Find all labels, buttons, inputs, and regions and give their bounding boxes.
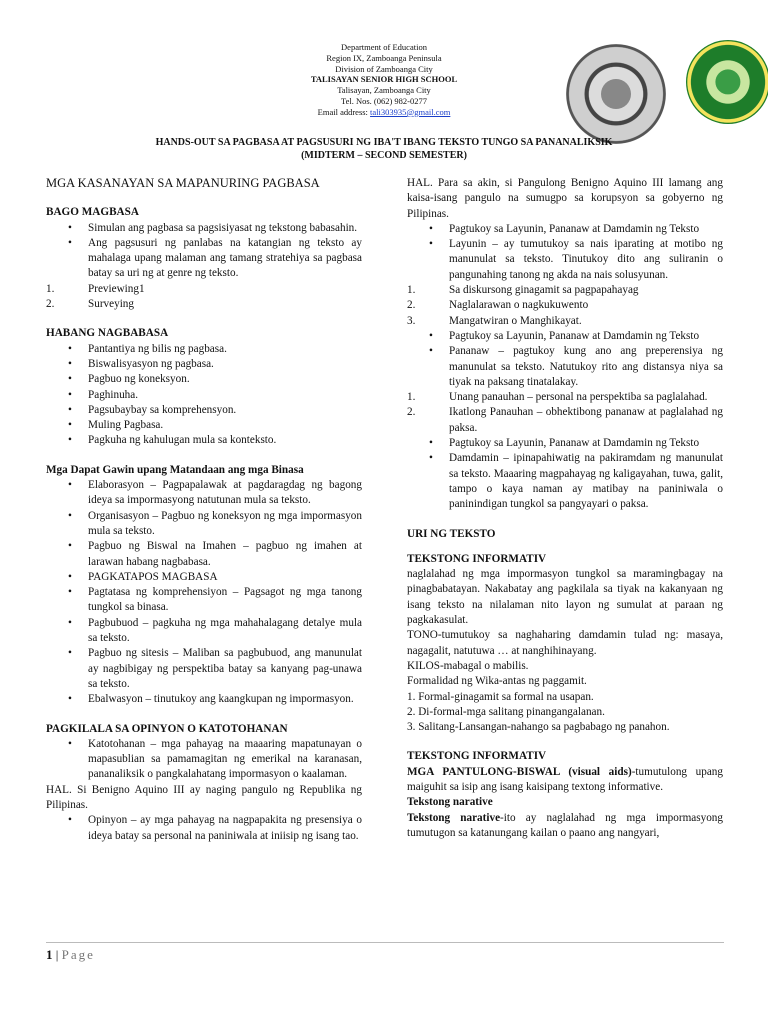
paragraph: 2. Di-formal-mga salitang pinangangalanan. xyxy=(407,705,605,718)
example-text: HAL. Si Benigno Aquino III ay naging pangulo ng Republika ng Pilipinas. xyxy=(46,783,362,811)
right-column xyxy=(407,176,723,841)
list-item: • Ebalwasyon – tinutukoy ang kaangkupan ng impormasyon. xyxy=(68,693,354,706)
header-line: Department of Education xyxy=(341,42,427,52)
footer-separator: | xyxy=(52,947,62,962)
list-item: • Pantantiya ng bilis ng pagbasa. xyxy=(68,342,227,355)
list-item: • Opinyon – ay mga pahayag na nagpapakita ng presensiya o ideya batay sa personal na paniniwala at iniisip ng isang tao. xyxy=(68,814,362,842)
heading-habang-nagbabasa: HABANG NAGBABASA xyxy=(46,327,169,340)
bullet-list xyxy=(46,342,362,449)
numbered-list xyxy=(407,283,723,329)
page-label: Page xyxy=(61,947,95,962)
section-title: MGA KASANAYAN SA MAPANURING PAGBASA xyxy=(46,176,320,190)
list-item: • Pananaw – pagtukoy kung ano ang preperensiya ng manunulat sa teksto. Natutukoy rito ang distansya niya sa tiyak na paksang tinatalakay. xyxy=(429,345,723,388)
bullet-list xyxy=(46,737,362,783)
list-item: • Layunin – ay tumutukoy sa nais iparating at motibo ng manunulat sa teksto. Tinutukoy dito ang suliranin o pangunahing tanong ng akda na nais solusyunan. xyxy=(429,238,723,281)
list-item: • Biswalisyasyon ng pagbasa. xyxy=(68,357,214,370)
list-item: • Elaborasyon – Pagpapalawak at pagdaragdag ng bagong ideya sa impormasyong natutunan mula sa teksto. xyxy=(68,479,362,507)
list-item: • Organisasyon – Pagbuo ng koneksyon ng mga impormasyon mula sa teksto. xyxy=(68,509,362,537)
header-line: Region IX, Zamboanga Peninsula xyxy=(326,52,442,63)
heading-uri-ng-teksto: URI NG TEKSTO xyxy=(407,527,496,540)
heading-tekstong-informativ-2: TEKSTONG INFORMATIV xyxy=(407,750,547,763)
heading-mga-dapat-gawin: Mga Dapat Gawin upang Matandaan ang mga Binasa xyxy=(46,463,304,476)
list-item: • Pagtukoy sa Layunin, Pananaw at Damdamin ng Teksto xyxy=(429,222,700,235)
numbered-list xyxy=(407,390,723,436)
page-footer xyxy=(46,942,724,963)
list-item: • PAGKATAPOS MAGBASA xyxy=(68,570,218,583)
paragraph: naglalahad ng mga impormasyon tungkol sa maramingbagay na pinagbabatayan. Nakabatay ang pagkilala sa tiyak na kakanyaan ng isang teksto na nilalaman nito layon ng sumulat at paraan ng pagkakasulat. xyxy=(407,568,723,627)
list-item: • Paghinuha. xyxy=(68,388,139,401)
list-item: • Pagtukoy sa Layunin, Pananaw at Damdamin ng Teksto xyxy=(429,329,700,342)
example-text: HAL. Para sa akin, si Pangulong Benigno Aquino III lamang ang kaisa-isang pangulo na sumugpo sa korupsyon sa gobyerno ng Pilipinas. xyxy=(407,177,723,220)
left-column xyxy=(46,176,362,844)
list-item: • Katotohanan – mga pahayag na maaaring mapatunayan o mapasublian sa pamamagitan ng emerikal na karanasan, pananaliksik o pangkalahatang impormasyon o kaalaman. xyxy=(68,737,362,781)
list-item: • Muling Pagbasa. xyxy=(68,419,164,432)
bullet-list xyxy=(46,813,362,844)
list-item: • Ang pagsusuri ng panlabas na katangian ng teksto ay mahalaga upang malaman ang tamang stratehiya sa pagbasa batay sa uri ng at genre ng teksto. xyxy=(68,236,362,280)
paragraph: 1. Formal-ginagamit sa formal na usapan. xyxy=(407,690,594,703)
district-seal-logo xyxy=(686,40,768,124)
list-item: 1. Sa diskursong ginagamit sa pagpapahayag xyxy=(407,284,639,297)
email-label: Email address: xyxy=(317,106,371,117)
list-item: 1. Unang panauhan – personal na perspektiba sa paglalahad. xyxy=(407,391,708,404)
list-item: • Damdamin – ipinapahiwatig na pakiramdam ng manunulat sa teksto. Maaaring magpahayag ng kaligayahan, tuwa, galit, tampo o kaya naman ay matibay na paniniwala o paninindigan tungkol sa pangyayari o paksa. xyxy=(429,452,723,511)
paragraph: KILOS-mabagal o mabilis. xyxy=(407,659,529,672)
paragraph: MGA PANTULONG-BISWAL (visual aids)-tumutulong upang maiguhit sa isip ang isang kaisipang textong informative. xyxy=(407,765,723,793)
header-line: Tel. Nos. (062) 982-0277 xyxy=(340,95,428,106)
email-link[interactable]: tali303935@gmail.com xyxy=(370,106,451,117)
paragraph: TONO-tumutukoy sa naghaharing damdamin tulad ng: masaya, nagagalit, natutuwa … at nanghihinayang. xyxy=(407,629,723,657)
header-line: Division of Zamboanga City xyxy=(335,63,433,74)
bullet-list xyxy=(407,222,723,283)
page-number: 1 xyxy=(46,947,53,962)
bullet-list xyxy=(46,478,362,707)
list-item: • Pagsubaybay sa komprehensyon. xyxy=(68,403,237,416)
bullet-list xyxy=(407,329,723,390)
list-item: • Pagbuo ng sitesis – Maliban sa pagbubuod, ang manunulat ay nagbibigay ng perspektiba batay sa kanyang pag-unawa sa teksto. xyxy=(68,647,362,690)
school-name: TALISAYAN SENIOR HIGH SCHOOL xyxy=(310,74,458,85)
heading-pagkilala: PAGKILALA SA OPINYON O KATOTOHANAN xyxy=(46,722,288,735)
bold-term: MGA PANTULONG-BISWAL (visual aids) xyxy=(407,765,632,778)
list-item: 2. Surveying xyxy=(46,298,134,311)
document-title xyxy=(0,136,768,162)
title-line-2: (MIDTERM – SECOND SEMESTER) xyxy=(301,150,467,161)
list-item: • Pagkuha ng kahulugan mula sa konteksto. xyxy=(68,434,277,447)
bold-term: Tekstong narative xyxy=(407,811,501,824)
bullet-list xyxy=(46,221,362,282)
numbered-list xyxy=(46,282,362,313)
heading-tekstong-narative: Tekstong narative xyxy=(407,796,493,809)
paragraph: 3. Salitang-Lansangan-nahango sa pagbabago ng panahon. xyxy=(407,721,670,734)
list-item: 2. Naglalarawan o nagkukuwento xyxy=(407,299,589,312)
header-line: Talisayan, Zamboanga City xyxy=(337,85,431,96)
list-item: • Simulan ang pagbasa sa pagsisiyasat ng tekstong babasahin. xyxy=(68,221,358,234)
list-item: 3. Mangatwiran o Manghikayat. xyxy=(407,314,582,327)
list-item: 2. Ikatlong Panauhan – obhektibong pananaw at paglalahad ng paksa. xyxy=(407,406,723,434)
list-item: • Pagbubuod – pagkuha ng mga mahahalagang detalye mula sa teksto. xyxy=(68,616,362,645)
title-line-1: HANDS-OUT SA PAGBASA AT PAGSUSURI NG IBA'T IBANG TEKSTO TUNGO SA PANANALIKSIK xyxy=(155,137,613,148)
list-item: • Pagbuo ng Biswal na Imahen – pagbuo ng imahen at larawan habang nagbabasa. xyxy=(68,540,362,568)
heading-bago-magbasa: BAGO MAGBASA xyxy=(46,206,139,219)
list-item: 1. Previewing1 xyxy=(46,282,145,295)
list-item: • Pagtukoy sa Layunin, Pananaw at Damdamin ng Teksto xyxy=(429,437,700,450)
bullet-list xyxy=(407,436,723,512)
paragraph: Formalidad ng Wika-antas ng paggamit. xyxy=(407,675,587,688)
list-item: • Pagtatasa ng komprehensiyon – Pagsagot ng mga tanong tungkol sa binasa. xyxy=(68,586,362,614)
heading-tekstong-informativ: TEKSTONG INFORMATIV xyxy=(407,552,547,565)
list-item: • Pagbuo ng koneksyon. xyxy=(68,373,190,386)
paragraph: Tekstong narative-ito ay naglalahad ng mga impormasyong tumutugon sa katanungang kailan o paano ang nangyari, xyxy=(407,811,723,839)
school-seal-logo xyxy=(566,44,666,144)
